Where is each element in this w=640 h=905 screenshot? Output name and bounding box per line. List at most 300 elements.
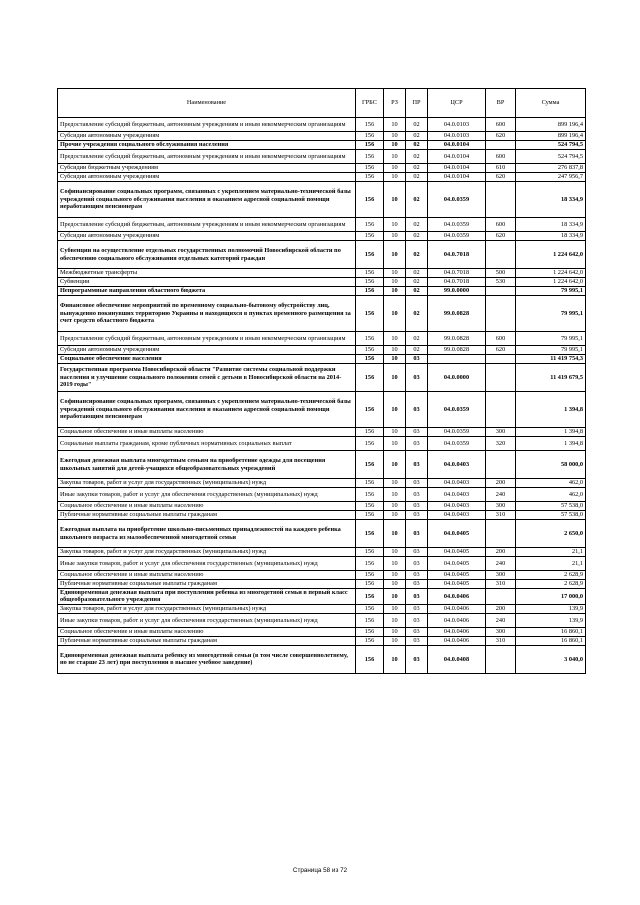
cell-vr: 300 bbox=[486, 571, 516, 580]
cell-sum: 21,1 bbox=[516, 557, 586, 571]
cell-vr: 620 bbox=[486, 132, 516, 141]
cell-pr: 03 bbox=[406, 502, 428, 511]
cell-grbs: 156 bbox=[356, 428, 384, 437]
table-row bbox=[58, 502, 586, 511]
cell-grbs: 156 bbox=[356, 488, 384, 502]
cell-grbs: 156 bbox=[356, 571, 384, 580]
cell-sum: 2 628,9 bbox=[516, 580, 586, 589]
header-name: Наименование bbox=[58, 89, 356, 118]
cell-rz: 10 bbox=[384, 296, 406, 332]
cell-sum: 79 995,1 bbox=[516, 346, 586, 355]
cell-csr: 04.0.0103 bbox=[428, 118, 486, 132]
cell-name: Субсидии бюджетным учреждениям bbox=[58, 164, 356, 173]
cell-csr: 04.0.0359 bbox=[428, 437, 486, 451]
cell-name: Единовременная денежная выплата при поступлении ребенка из многодетной семьи в первый класс общеобразовательного учреждения bbox=[58, 589, 356, 605]
cell-csr: 04.0.0405 bbox=[428, 580, 486, 589]
cell-name: Прочие учреждения социального обслуживания населения bbox=[58, 141, 356, 150]
cell-sum: 18 334,9 bbox=[516, 182, 586, 218]
cell-name: Субвенции на осуществление отдельных государственных полномочий Новосибирской области по обеспечению социального обслуживания отдельных категорий граждан bbox=[58, 241, 356, 269]
cell-grbs: 156 bbox=[356, 278, 384, 287]
table-row bbox=[58, 346, 586, 355]
cell-rz: 10 bbox=[384, 645, 406, 673]
cell-sum: 1 394,8 bbox=[516, 428, 586, 437]
cell-pr: 03 bbox=[406, 589, 428, 605]
cell-rz: 10 bbox=[384, 355, 406, 364]
cell-sum: 17 000,0 bbox=[516, 589, 586, 605]
cell-sum: 1 394,8 bbox=[516, 392, 586, 428]
cell-grbs: 156 bbox=[356, 548, 384, 557]
cell-name: Предоставление субсидий бюджетным, автономным учреждениям и иным некоммерческим организациям bbox=[58, 118, 356, 132]
cell-pr: 03 bbox=[406, 392, 428, 428]
cell-vr bbox=[486, 296, 516, 332]
cell-rz: 10 bbox=[384, 218, 406, 232]
cell-vr: 600 bbox=[486, 150, 516, 164]
cell-name: Субвенции bbox=[58, 278, 356, 287]
cell-sum: 57 538,0 bbox=[516, 502, 586, 511]
table-row bbox=[58, 557, 586, 571]
cell-rz: 10 bbox=[384, 173, 406, 182]
cell-name: Социальные выплаты гражданам, кроме публичных нормативных социальных выплат bbox=[58, 437, 356, 451]
cell-rz: 10 bbox=[384, 520, 406, 548]
cell-rz: 10 bbox=[384, 548, 406, 557]
cell-pr: 03 bbox=[406, 511, 428, 520]
cell-csr: 04.0.0406 bbox=[428, 604, 486, 613]
cell-name: Публичные нормативные социальные выплаты гражданам bbox=[58, 511, 356, 520]
cell-name: Публичные нормативные социальные выплаты гражданам bbox=[58, 636, 356, 645]
cell-vr: 300 bbox=[486, 428, 516, 437]
cell-sum: 247 956,7 bbox=[516, 173, 586, 182]
cell-grbs: 156 bbox=[356, 173, 384, 182]
cell-name: Иные закупки товаров, работ и услуг для обеспечения государственных (муниципальных) нужд bbox=[58, 557, 356, 571]
cell-name: Субсидии автономным учреждениям bbox=[58, 346, 356, 355]
table-row bbox=[58, 627, 586, 636]
cell-rz: 10 bbox=[384, 488, 406, 502]
cell-name: Непрограммные направления областного бюджета bbox=[58, 287, 356, 296]
cell-name: Закупка товаров, работ и услуг для государственных (муниципальных) нужд bbox=[58, 604, 356, 613]
table-row bbox=[58, 355, 586, 364]
cell-pr: 02 bbox=[406, 218, 428, 232]
cell-sum: 524 794,5 bbox=[516, 150, 586, 164]
cell-pr: 02 bbox=[406, 287, 428, 296]
cell-grbs: 156 bbox=[356, 479, 384, 488]
cell-pr: 02 bbox=[406, 150, 428, 164]
cell-grbs: 156 bbox=[356, 392, 384, 428]
cell-grbs: 156 bbox=[356, 118, 384, 132]
table-row bbox=[58, 332, 586, 346]
cell-csr: 04.0.0104 bbox=[428, 173, 486, 182]
cell-rz: 10 bbox=[384, 589, 406, 605]
cell-name: Софинансирование социальных программ, связанных с укреплением материально-технической базы учреждений социального обслуживания населения и оказанием адресной социальной помощи неработающим пенсионерам bbox=[58, 392, 356, 428]
cell-csr: 04.0.0104 bbox=[428, 150, 486, 164]
table-row bbox=[58, 613, 586, 627]
cell-pr: 03 bbox=[406, 557, 428, 571]
cell-sum: 18 334,9 bbox=[516, 218, 586, 232]
cell-grbs: 156 bbox=[356, 511, 384, 520]
table-row bbox=[58, 118, 586, 132]
cell-rz: 10 bbox=[384, 502, 406, 511]
cell-rz: 10 bbox=[384, 118, 406, 132]
cell-csr: 04.0.0103 bbox=[428, 132, 486, 141]
cell-csr: 04.0.0359 bbox=[428, 428, 486, 437]
table-row bbox=[58, 218, 586, 232]
cell-vr: 620 bbox=[486, 173, 516, 182]
cell-name: Социальное обеспечение и иные выплаты населению bbox=[58, 502, 356, 511]
cell-sum: 462,0 bbox=[516, 488, 586, 502]
cell-vr bbox=[486, 141, 516, 150]
cell-rz: 10 bbox=[384, 604, 406, 613]
cell-name: Социальное обеспечение и иные выплаты населению bbox=[58, 428, 356, 437]
cell-name: Межбюджетные трансферты bbox=[58, 269, 356, 278]
cell-vr: 310 bbox=[486, 580, 516, 589]
cell-vr bbox=[486, 364, 516, 392]
cell-grbs: 156 bbox=[356, 132, 384, 141]
cell-rz: 10 bbox=[384, 511, 406, 520]
cell-sum: 462,0 bbox=[516, 479, 586, 488]
cell-rz: 10 bbox=[384, 392, 406, 428]
cell-rz: 10 bbox=[384, 580, 406, 589]
cell-rz: 10 bbox=[384, 613, 406, 627]
cell-grbs: 156 bbox=[356, 520, 384, 548]
cell-vr: 500 bbox=[486, 269, 516, 278]
cell-pr: 03 bbox=[406, 520, 428, 548]
header-pr: ПР bbox=[406, 89, 428, 118]
table-row bbox=[58, 479, 586, 488]
table-row bbox=[58, 488, 586, 502]
table-row bbox=[58, 296, 586, 332]
cell-csr: 04.0.0104 bbox=[428, 164, 486, 173]
cell-csr: 04.0.7018 bbox=[428, 269, 486, 278]
table-row bbox=[58, 287, 586, 296]
cell-vr: 610 bbox=[486, 164, 516, 173]
table-row bbox=[58, 392, 586, 428]
cell-pr: 03 bbox=[406, 580, 428, 589]
cell-sum: 11 419 679,5 bbox=[516, 364, 586, 392]
cell-csr: 99.0.0828 bbox=[428, 332, 486, 346]
cell-grbs: 156 bbox=[356, 557, 384, 571]
cell-csr: 04.0.0403 bbox=[428, 488, 486, 502]
cell-vr: 240 bbox=[486, 613, 516, 627]
cell-pr: 03 bbox=[406, 488, 428, 502]
cell-rz: 10 bbox=[384, 451, 406, 479]
cell-vr bbox=[486, 451, 516, 479]
cell-grbs: 156 bbox=[356, 241, 384, 269]
cell-name: Предоставление субсидий бюджетным, автономным учреждениям и иным некоммерческим организациям bbox=[58, 218, 356, 232]
cell-name: Публичные нормативные социальные выплаты гражданам bbox=[58, 580, 356, 589]
cell-pr: 02 bbox=[406, 182, 428, 218]
cell-csr: 04.0.0406 bbox=[428, 636, 486, 645]
cell-rz: 10 bbox=[384, 571, 406, 580]
cell-pr: 03 bbox=[406, 548, 428, 557]
cell-pr: 03 bbox=[406, 571, 428, 580]
cell-grbs: 156 bbox=[356, 232, 384, 241]
cell-vr: 200 bbox=[486, 479, 516, 488]
cell-sum: 18 334,9 bbox=[516, 232, 586, 241]
cell-grbs: 156 bbox=[356, 218, 384, 232]
table-row bbox=[58, 636, 586, 645]
cell-csr: 04.0.0408 bbox=[428, 645, 486, 673]
cell-sum: 276 837,8 bbox=[516, 164, 586, 173]
table-row bbox=[58, 520, 586, 548]
page-number: Страница 58 из 72 bbox=[292, 867, 348, 874]
cell-vr bbox=[486, 287, 516, 296]
cell-vr bbox=[486, 589, 516, 605]
cell-csr: 04.0.0403 bbox=[428, 451, 486, 479]
cell-csr: 04.0.0405 bbox=[428, 571, 486, 580]
cell-sum: 16 860,1 bbox=[516, 627, 586, 636]
cell-sum: 139,9 bbox=[516, 604, 586, 613]
cell-vr bbox=[486, 520, 516, 548]
cell-name: Предоставление субсидий бюджетным, автономным учреждениям и иным некоммерческим организациям bbox=[58, 150, 356, 164]
cell-name: Иные закупки товаров, работ и услуг для обеспечения государственных (муниципальных) нужд bbox=[58, 488, 356, 502]
cell-pr: 02 bbox=[406, 346, 428, 355]
cell-sum: 21,1 bbox=[516, 548, 586, 557]
cell-grbs: 156 bbox=[356, 346, 384, 355]
cell-grbs: 156 bbox=[356, 437, 384, 451]
cell-name: Государственная программа Новосибирской области "Развитие системы социальной поддержки населения и улучшение социального положения семей с детьми в Новосибирской области на 2014-2019 годы" bbox=[58, 364, 356, 392]
cell-grbs: 156 bbox=[356, 332, 384, 346]
cell-rz: 10 bbox=[384, 150, 406, 164]
cell-grbs: 156 bbox=[356, 269, 384, 278]
cell-name: Субсидии автономным учреждениям bbox=[58, 173, 356, 182]
cell-vr: 300 bbox=[486, 627, 516, 636]
cell-sum: 1 224 642,0 bbox=[516, 269, 586, 278]
table-row bbox=[58, 278, 586, 287]
cell-grbs: 156 bbox=[356, 580, 384, 589]
cell-rz: 10 bbox=[384, 437, 406, 451]
cell-pr: 02 bbox=[406, 132, 428, 141]
cell-name: Социальное обеспечение и иные выплаты населению bbox=[58, 571, 356, 580]
cell-pr: 02 bbox=[406, 296, 428, 332]
header-csr: ЦСР bbox=[428, 89, 486, 118]
cell-csr: 04.0.0405 bbox=[428, 520, 486, 548]
cell-rz: 10 bbox=[384, 636, 406, 645]
header-rz: РЗ bbox=[384, 89, 406, 118]
table-body bbox=[58, 118, 586, 674]
cell-name: Субсидии автономным учреждениям bbox=[58, 132, 356, 141]
cell-sum: 899 196,4 bbox=[516, 118, 586, 132]
cell-csr: 04.0.0403 bbox=[428, 479, 486, 488]
cell-grbs: 156 bbox=[356, 636, 384, 645]
cell-name: Единовременная денежная выплата ребенку из многодетной семьи (в том числе совершеннолетнему, но не старше 23 лет) при поступлении в высшее учебное заведение) bbox=[58, 645, 356, 673]
table-row bbox=[58, 548, 586, 557]
cell-name: Субсидии автономным учреждениям bbox=[58, 232, 356, 241]
header-sum: Сумма bbox=[516, 89, 586, 118]
cell-csr: 04.0.0359 bbox=[428, 218, 486, 232]
cell-rz: 10 bbox=[384, 232, 406, 241]
cell-rz: 10 bbox=[384, 364, 406, 392]
cell-sum: 11 419 754,3 bbox=[516, 355, 586, 364]
table-row bbox=[58, 511, 586, 520]
cell-sum: 79 995,1 bbox=[516, 296, 586, 332]
cell-pr: 02 bbox=[406, 232, 428, 241]
cell-sum: 16 860,1 bbox=[516, 636, 586, 645]
cell-vr: 240 bbox=[486, 488, 516, 502]
cell-rz: 10 bbox=[384, 269, 406, 278]
cell-rz: 10 bbox=[384, 132, 406, 141]
cell-csr: 04.0.0405 bbox=[428, 548, 486, 557]
table-row bbox=[58, 150, 586, 164]
cell-csr: 04.0.7018 bbox=[428, 241, 486, 269]
cell-pr: 03 bbox=[406, 364, 428, 392]
cell-name: Ежегодная денежная выплата многодетным семьям на приобретение одежды для посещения школьных занятий для детей-учащихся общеобразовательных учреждений bbox=[58, 451, 356, 479]
cell-sum: 139,9 bbox=[516, 613, 586, 627]
cell-pr: 03 bbox=[406, 604, 428, 613]
cell-name: Софинансирование социальных программ, связанных с укреплением материально-технической базы учреждений социального обслуживания населения и оказанием адресной социальной помощи неработающим пенсионерам bbox=[58, 182, 356, 218]
cell-sum: 2 628,9 bbox=[516, 571, 586, 580]
cell-sum: 524 794,5 bbox=[516, 141, 586, 150]
cell-sum: 79 995,1 bbox=[516, 287, 586, 296]
cell-rz: 10 bbox=[384, 287, 406, 296]
cell-pr: 03 bbox=[406, 428, 428, 437]
budget-table bbox=[57, 88, 586, 674]
cell-pr: 02 bbox=[406, 241, 428, 269]
table-row bbox=[58, 428, 586, 437]
cell-sum: 1 394,8 bbox=[516, 437, 586, 451]
cell-rz: 10 bbox=[384, 332, 406, 346]
cell-grbs: 156 bbox=[356, 502, 384, 511]
cell-rz: 10 bbox=[384, 241, 406, 269]
cell-rz: 10 bbox=[384, 627, 406, 636]
cell-grbs: 156 bbox=[356, 645, 384, 673]
cell-pr: 02 bbox=[406, 269, 428, 278]
cell-grbs: 156 bbox=[356, 150, 384, 164]
cell-rz: 10 bbox=[384, 557, 406, 571]
cell-grbs: 156 bbox=[356, 627, 384, 636]
cell-pr: 02 bbox=[406, 278, 428, 287]
cell-rz: 10 bbox=[384, 141, 406, 150]
cell-grbs: 156 bbox=[356, 287, 384, 296]
cell-grbs: 156 bbox=[356, 182, 384, 218]
table-row bbox=[58, 604, 586, 613]
cell-vr bbox=[486, 182, 516, 218]
cell-sum: 899 196,4 bbox=[516, 132, 586, 141]
cell-vr: 320 bbox=[486, 437, 516, 451]
cell-name: Закупка товаров, работ и услуг для государственных (муниципальных) нужд bbox=[58, 479, 356, 488]
cell-pr: 03 bbox=[406, 451, 428, 479]
cell-vr: 310 bbox=[486, 636, 516, 645]
cell-sum: 2 650,0 bbox=[516, 520, 586, 548]
cell-csr: 04.0.7018 bbox=[428, 278, 486, 287]
cell-sum: 3 040,0 bbox=[516, 645, 586, 673]
cell-name: Социальное обеспечение и иные выплаты населению bbox=[58, 627, 356, 636]
table-row bbox=[58, 269, 586, 278]
cell-pr: 03 bbox=[406, 636, 428, 645]
cell-pr: 03 bbox=[406, 613, 428, 627]
cell-pr: 03 bbox=[406, 627, 428, 636]
cell-vr bbox=[486, 355, 516, 364]
cell-vr: 600 bbox=[486, 332, 516, 346]
cell-pr: 03 bbox=[406, 645, 428, 673]
cell-csr: 04.0.0359 bbox=[428, 392, 486, 428]
table-row bbox=[58, 437, 586, 451]
cell-name: Закупка товаров, работ и услуг для государственных (муниципальных) нужд bbox=[58, 548, 356, 557]
table-row bbox=[58, 571, 586, 580]
cell-vr: 600 bbox=[486, 218, 516, 232]
cell-grbs: 156 bbox=[356, 296, 384, 332]
cell-sum: 58 000,0 bbox=[516, 451, 586, 479]
cell-vr: 200 bbox=[486, 604, 516, 613]
cell-grbs: 156 bbox=[356, 355, 384, 364]
cell-vr: 620 bbox=[486, 346, 516, 355]
cell-pr: 03 bbox=[406, 479, 428, 488]
cell-vr: 530 bbox=[486, 278, 516, 287]
cell-rz: 10 bbox=[384, 428, 406, 437]
cell-vr: 200 bbox=[486, 548, 516, 557]
cell-csr: 04.0.0406 bbox=[428, 613, 486, 627]
cell-csr: 04.0.0403 bbox=[428, 502, 486, 511]
cell-grbs: 156 bbox=[356, 164, 384, 173]
table-row bbox=[58, 132, 586, 141]
table-row bbox=[58, 241, 586, 269]
cell-csr: 04.0.0405 bbox=[428, 557, 486, 571]
cell-vr: 620 bbox=[486, 232, 516, 241]
cell-name: Ежегодная выплата на приобретение школьно-письменных принадлежностей на каждого ребенка школьного возраста из малообеспеченной многодетной семьи bbox=[58, 520, 356, 548]
cell-vr bbox=[486, 645, 516, 673]
cell-grbs: 156 bbox=[356, 141, 384, 150]
cell-csr: 04.0.0359 bbox=[428, 182, 486, 218]
table-header-row bbox=[58, 89, 586, 118]
cell-csr bbox=[428, 355, 486, 364]
cell-csr: 99.0.0828 bbox=[428, 296, 486, 332]
cell-vr bbox=[486, 392, 516, 428]
table-row bbox=[58, 164, 586, 173]
cell-sum: 1 224 642,0 bbox=[516, 278, 586, 287]
table-row bbox=[58, 173, 586, 182]
cell-sum: 1 224 642,0 bbox=[516, 241, 586, 269]
cell-rz: 10 bbox=[384, 346, 406, 355]
table-row bbox=[58, 645, 586, 673]
cell-grbs: 156 bbox=[356, 364, 384, 392]
cell-name: Социальное обеспечение населения bbox=[58, 355, 356, 364]
table-row bbox=[58, 589, 586, 605]
cell-pr: 02 bbox=[406, 332, 428, 346]
cell-grbs: 156 bbox=[356, 613, 384, 627]
table-row bbox=[58, 232, 586, 241]
cell-sum: 57 538,0 bbox=[516, 511, 586, 520]
cell-grbs: 156 bbox=[356, 589, 384, 605]
cell-csr: 99.0.0000 bbox=[428, 287, 486, 296]
cell-rz: 10 bbox=[384, 164, 406, 173]
cell-rz: 10 bbox=[384, 479, 406, 488]
cell-pr: 02 bbox=[406, 173, 428, 182]
header-vr: ВР bbox=[486, 89, 516, 118]
cell-name: Иные закупки товаров, работ и услуг для обеспечения государственных (муниципальных) нужд bbox=[58, 613, 356, 627]
cell-csr: 04.0.0406 bbox=[428, 627, 486, 636]
cell-vr: 300 bbox=[486, 502, 516, 511]
header-grbs: ГРБС bbox=[356, 89, 384, 118]
cell-rz: 10 bbox=[384, 278, 406, 287]
table-row bbox=[58, 182, 586, 218]
cell-rz: 10 bbox=[384, 182, 406, 218]
cell-pr: 03 bbox=[406, 355, 428, 364]
table-row bbox=[58, 580, 586, 589]
cell-vr: 310 bbox=[486, 511, 516, 520]
cell-grbs: 156 bbox=[356, 451, 384, 479]
cell-pr: 02 bbox=[406, 164, 428, 173]
cell-vr: 600 bbox=[486, 118, 516, 132]
cell-csr: 04.0.0403 bbox=[428, 511, 486, 520]
cell-csr: 99.0.0828 bbox=[428, 346, 486, 355]
cell-grbs: 156 bbox=[356, 604, 384, 613]
cell-pr: 03 bbox=[406, 437, 428, 451]
cell-csr: 04.0.0000 bbox=[428, 364, 486, 392]
cell-csr: 04.0.0104 bbox=[428, 141, 486, 150]
cell-sum: 79 995,1 bbox=[516, 332, 586, 346]
table-row bbox=[58, 451, 586, 479]
cell-pr: 02 bbox=[406, 118, 428, 132]
cell-vr: 240 bbox=[486, 557, 516, 571]
cell-pr: 02 bbox=[406, 141, 428, 150]
